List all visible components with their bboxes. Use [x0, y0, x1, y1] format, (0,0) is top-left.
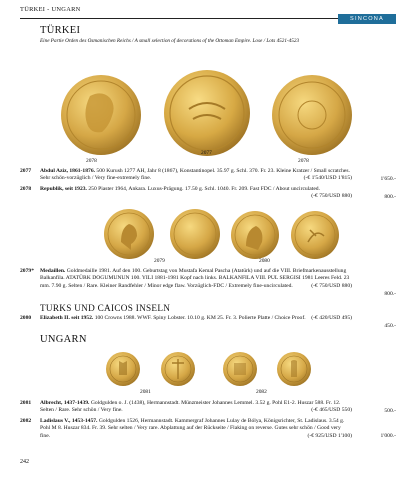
coin-2080-reverse: [290, 210, 340, 260]
lot-name: Republik, seit 1923.: [40, 186, 87, 192]
lot-description: [40, 315, 352, 322]
lot-estimate: (-€ 925/USD 1'100): [307, 432, 352, 439]
lot-description: [40, 268, 352, 290]
coin-2078-reverse: [271, 74, 353, 156]
lot-number: 2080: [20, 315, 32, 321]
coin-caption: 2079: [154, 258, 165, 264]
coin-2082-obverse: [222, 351, 258, 387]
lot-estimate: (-€ 1'540/USD 1'815): [303, 175, 352, 182]
lot-description: [40, 186, 352, 201]
lot-text: Goldgulden 1526, Hermannstadt. Kammergraf Johannes Lulay de Bólya, Königsrichter, St. Ladislaus. 3.54 g. Pohl M 8. Huszar 834. Fr. 39. Sehr selten / Very rare. Abplattung auf der Rückseite / Flaking on reverse. Gutes sehr schön / Good very fine.: [40, 418, 345, 439]
coin-2078-obverse: [60, 74, 142, 156]
coin-2079-reverse: [169, 208, 221, 260]
coin-caption: 2078: [298, 158, 309, 164]
lot-price: 1'000.-: [380, 433, 396, 439]
brand-logo: SINCONA: [338, 14, 396, 24]
coin-2081-obverse: [105, 351, 141, 387]
lot-name: Ladislaus V., 1453-1457.: [40, 418, 98, 424]
lot-estimate: (-€ 465/USD 550): [311, 407, 352, 414]
lot-description: [40, 168, 352, 183]
running-header: TÜRKEI - UNGARN: [20, 6, 81, 13]
lot-price: 800.-: [384, 291, 396, 297]
coin-2081-reverse: [160, 351, 196, 387]
lot-number: 2082: [20, 418, 32, 424]
section-title-tuerkei: TÜRKEI: [40, 25, 81, 36]
coin-caption: 2078: [86, 158, 97, 164]
section-title-turks: TURKS UND CAICOS INSELN: [40, 303, 171, 313]
lot-text: Goldmedaille 1981. Auf den 100. Geburtstag von Mustafa Kemal Pascha (Atatürk) und auf die VIII. Briefmarkenausstellung Balkanfila. ATATÜRK DOGUMUNUN 100. YILI 1881-1981 Kopf nach links. BALKANFILA VIII. PUL SERGISI 1981 Leeres Feld. 23 mm. 7.90 g. Selten / Rare. Kleiner Randfehler / Minor edge flaw. Vorzüglich-FDC / Extremely fine-uncirculated.: [40, 268, 350, 289]
coin-caption: 2077: [201, 150, 212, 156]
coin-2077-obverse: [163, 69, 251, 157]
lot-text: 100 Crowns 1988. WWF. Spiny Lobster. 10.10 g. KM 25. Fr. 3. Polierte Platte / Choice Proof.: [94, 315, 306, 321]
lot-estimate: (-€ 420/USD 495): [311, 315, 352, 321]
coin-2080-obverse: [230, 210, 280, 260]
lot-description: [40, 400, 352, 415]
lot-name: Albrecht, 1437-1439.: [40, 400, 90, 406]
lot-number: 2079*: [20, 268, 34, 274]
lot-text: Goldgulden o. J. (1438), Hermannstadt. Münzmeister Johannes Lemmel. 3.52 g. Pohl E1-2. Huszar 588. Fr. 12. Selten / Rare. Sehr schön / Very fine.: [40, 400, 341, 414]
lot-text: 500 Kurush 1277 AH, Jahr 8 (1867), Konstantinopel. 35.97 g. Schl. 370. Fr. 23. Kleine Kratzer / Small scratches. Sehr schön-vorzüglich / Very fine-extremely fine.: [40, 168, 350, 182]
lot-name: Abdul Aziz, 1861-1876.: [40, 168, 96, 174]
coin-caption: 2081: [140, 389, 151, 395]
coin-2079-obverse: [103, 208, 155, 260]
page-number: 242: [20, 459, 29, 465]
lot-number: 2078: [20, 186, 32, 192]
lot-price: 500.-: [384, 408, 396, 414]
lot-price: 450.-: [384, 323, 396, 329]
coin-caption: 2080: [259, 258, 270, 264]
lot-name: Elizabeth II. seit 1952.: [40, 315, 94, 321]
lot-price: 800.-: [384, 194, 396, 200]
lot-description: [40, 418, 352, 440]
lot-number: 2081: [20, 400, 32, 406]
coin-2082-reverse: [276, 351, 312, 387]
lot-number: 2077: [20, 168, 32, 174]
section-title-ungarn: UNGARN: [40, 334, 87, 345]
section-subtitle-tuerkei: Eine Partie Orden des Osmanischen Reichs / A small selection of decorations of the Ottoman Empire. Lose / Lots 4521-4523: [40, 38, 300, 44]
lot-estimate: (-€ 750/USD 880): [311, 193, 352, 200]
lot-text: 250 Piaster 1964, Ankara. Luxus-Prägung. 17.50 g. Schl. 1040. Fr. 209. Fast FDC / About uncirculated.: [88, 186, 321, 192]
coin-caption: 2082: [256, 389, 267, 395]
lot-name: Medaillen.: [40, 268, 66, 274]
lot-price: 1'650.-: [380, 176, 396, 182]
lot-estimate: (-€ 750/USD 880): [311, 282, 352, 289]
